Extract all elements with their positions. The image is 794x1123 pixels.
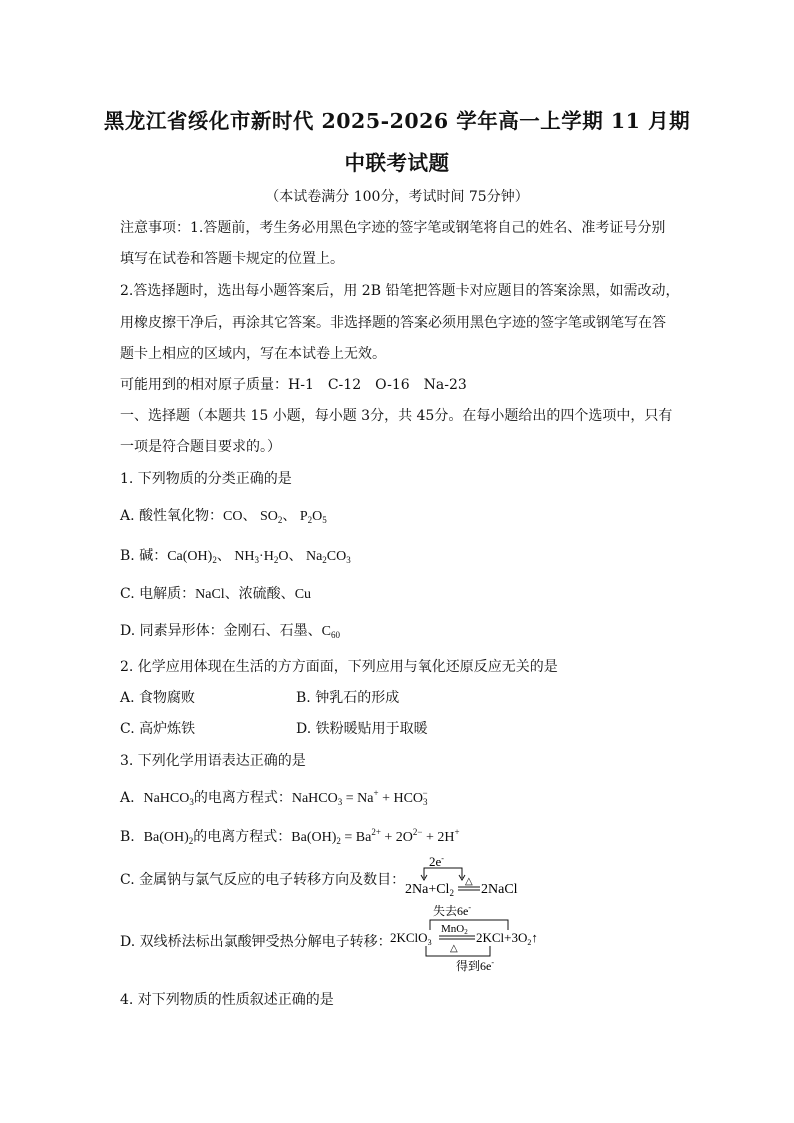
q3-option-d: D. 双线桥法标出氯酸钾受热分解电子转移： (120, 934, 392, 950)
q1-option-a (120, 505, 327, 525)
q3-c-heat-symbol: △ (465, 876, 473, 887)
notes-line-2: 填写在试卷和答题卡规定的位置上。 (120, 251, 344, 267)
q2-option-c: C. 高炉炼铁 (120, 721, 196, 737)
section1-line-2: 一项是符合题目要求的。） (120, 439, 281, 455)
notes-line-5: 题卡上相应的区域内，写在本试卷上无效。 (120, 346, 386, 362)
q3-c-transfer-line (424, 868, 462, 878)
q1-b-formulas: $Ca(OH)_2$、 $NH_3\cdot H_2O$、 $Na_2CO_3$ (167, 549, 351, 565)
q1-option-d: D. 同素异形体：金刚石、石墨、$C_{60}$ (120, 623, 340, 640)
q2-stem: 2. 化学应用体现在生活的方方面面，下列应用与氧化还原反应无关的是 (120, 659, 558, 675)
q3-d-gain-bridge (426, 946, 490, 956)
q1-option-b (120, 545, 351, 565)
notes-line-3: 2.答选择题时，选出每小题答案后，用 2B 铅笔把答题卡对应题目的答案涂黑，如需改动， (120, 283, 680, 299)
q2-option-d: D. 铁粉暖贴用于取暖 (296, 721, 428, 737)
q1-option-c: C. 电解质：NaCl、浓硫酸、Cu (120, 586, 312, 602)
q1-option-b-label: B. 碱： (120, 548, 168, 564)
q3-c-reactants: $2Na+Cl_2$ (405, 882, 454, 896)
q3-d-reactant: 2KClO$_3$ (390, 930, 432, 947)
q3-d-lose-label: 失去6e- (433, 903, 471, 918)
q1-stem: 1. 下列物质的分类正确的是 (120, 471, 292, 487)
exam-title-line1: 黑龙江省绥化市新时代 2025-2026 学年高一上学期 11 月期 (103, 109, 691, 133)
q3-stem: 3. 下列化学用语表达正确的是 (120, 753, 306, 769)
q3-d-heat-symbol: △ (450, 943, 458, 954)
exam-subtitle: （本试卷满分 100分，考试时间 75分钟） (265, 189, 529, 205)
q1-option-a-label: A. 酸性氧化物： (120, 508, 224, 524)
q3-c-electrons: 2e- (429, 854, 444, 869)
q4-stem: 4. 对下列物质的性质叙述正确的是 (120, 992, 334, 1008)
q2-option-b: B. 钟乳石的形成 (296, 690, 400, 706)
q3-d-equation-diagram (390, 902, 550, 974)
q1-option-d-label: D. 同素异形体：金刚石、石墨、 (120, 623, 322, 639)
q3-d-catalyst: MnO2 (441, 923, 468, 936)
exam-title-line2: 中联考试题 (344, 151, 450, 175)
q3-c-equation-diagram (402, 852, 532, 896)
notes-line-4: 用橡皮擦干净后，再涂其它答案。非选择题的答案必须用黑色字迹的签字笔或钢笔写在答 (120, 315, 666, 331)
notes-line-1: 注意事项：1.答题前，考生务必用黑色字迹的签字笔或钢笔将自己的姓名、准考证号分别 (120, 220, 666, 236)
q3-d-products: $2KCl+3O_2↑$ (476, 930, 538, 947)
atomic-mass-line: 可能用到的相对原子质量：H-1 C-12 O-16 Na-23 (120, 377, 467, 393)
q3-option-b: B. $Ba(OH)_2$的电离方程式：$Ba(OH)_2 = Ba^{2+} + 2O^{2-} + 2H^+$ (120, 827, 460, 846)
q2-option-a: A. 食物腐败 (120, 690, 196, 706)
q3-option-c: C. 金属钠与氯气反应的电子转移方向及数目： (120, 872, 406, 888)
q3-option-a: A. NaHCO$_3$的电离方程式：NaHCO$_3$ = $Na^+ + HCO_3^-$ (120, 788, 428, 807)
q1-option-c-label: C. 电解质： (120, 586, 196, 602)
q3-c-product: 2NaCl (481, 882, 518, 896)
q3-d-gain-label: 得到6e- (456, 958, 494, 973)
q1-a-formulas: CO、 $SO_2$、 $P_2O_5$ (223, 509, 327, 525)
section1-line-1: 一、选择题（本题共 15 小题，每小题 3分，共 45分。在每小题给出的四个选项中，只有 (120, 408, 673, 424)
